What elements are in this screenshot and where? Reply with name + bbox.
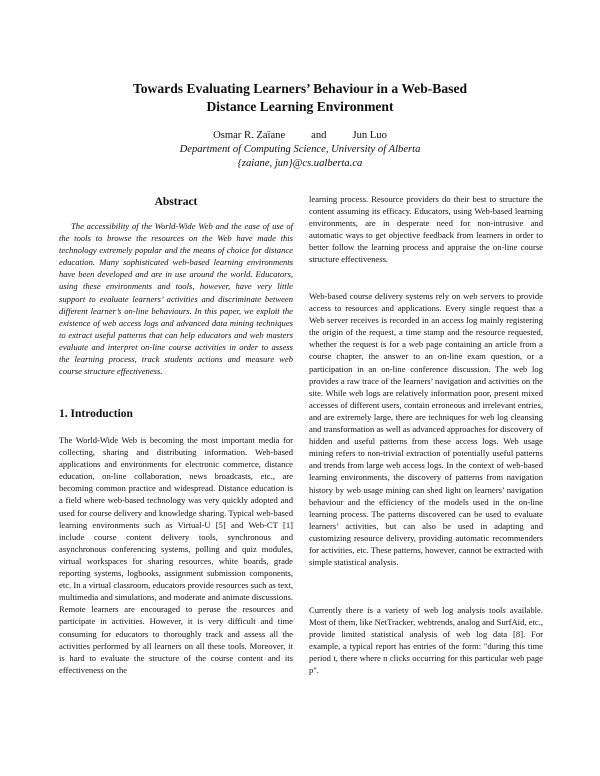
right-paragraph-2: Web-based course delivery systems rely on web servers to provide access to resources and applications. Every single request that a Web server receives is recorded in an access log mainly registering the origin of the request, a time stamp and the resource requested, whether the request is for a web page containing an article from a course chapter, the answer to an on-line exam question, or a participation in an on-line conference discussion. The web log provides a raw trace of the learners’ navigation and activities on the site. While web logs are relatively information poor, present mixed accesses of different users, contain erroneous and irrelevant entries, and are extremely large, there are techniques for web log cleansing and transformation as well as advanced approaches for discovery of hidden and useful patterns from these access logs. Web usage mining refers to non-trivial extraction of potentially useful patterns and trends from large web access logs. In the context of web-based learning environments, the discovery of patterns from navigation history by web usage mining can shed light on learners’ navigation behaviour and the efficiency of the models used in the on-line learning process. The patterns discovered can be used to evaluate learners’ activities, but can also be used in adapting and customizing resource delivery, providing automatic recommenders for activities, etc. These patterns, however, cannot be extracted with simple statistical analysis.: [309, 291, 543, 568]
abstract-text: The accessibility of the World-Wide Web and the ease of use of the tools to browse the resources on the Web have made this technology extremely popular and the means of choice for distance education. Many sophisticated web-based learning environments have been developed and are in use around the world. Educators, using these environments and tools, however, have very little support to evaluate learners’ activities and discriminate between different learner’s on-line behaviours. In this paper, we exploit the existence of web access logs and advanced data mining techniques to extract useful patterns that can help educators and web masters evaluate and interpret on-line course activities in order to assess the learning process, track students actions and measure web course structure effectiveness.: [59, 221, 293, 377]
section-heading-introduction: 1. Introduction: [59, 408, 133, 420]
right-paragraph-3: Currently there is a variety of web log analysis tools available. Most of them, like NetTracker, webtrends, analog and SurfAid, etc., provide limited statistical analysis of web log data [8]. For example, a typical report has entries of the form: "during this time period t, there where n clicks occurring for this particular web page p".: [309, 605, 543, 676]
affiliation: Department of Computing Science, University of Alberta: [179, 144, 421, 155]
title-line-1: Towards Evaluating Learners’ Behaviour in a Web-Based: [132, 81, 468, 96]
author-email: {zaiane, jun}@cs.ualberta.ca: [237, 158, 363, 169]
author-separator: and: [311, 130, 327, 141]
intro-paragraph: The World-Wide Web is becoming the most important media for collecting, sharing and distributing information. Web-based applications and environments for electronic commerce, distance education, on-line collaboration, news broadcasts, etc., are becoming common practice and widespread. Distance education is a field where web-based technology was very quickly adopted and used for course delivery and knowledge sharing. Typical web-based learning environments such as Virtual-U [5] and Web-CT [1] include course content delivery tools, synchronous and asynchronous conferencing systems, polling and quiz modules, virtual workspaces for sharing resources, white boards, grade reporting systems, logbooks, assignment submission components, etc. In a virtual classroom, educators provide resources such as text, multimedia and simulations, and moderate and animate discussions. Remote learners are encouraged to peruse the resources and participate in activities. However, it is very difficult and time consuming for educators to thoroughly track and assess all the activities performed by all learners on all these tools. Moreover, it is hard to evaluate the structure of the course content and its effectiveness on the: [59, 435, 293, 675]
author-name: Osmar R. Zaïane: [213, 130, 286, 141]
abstract-heading: Abstract: [154, 196, 198, 208]
right-paragraph-1: learning process. Resource providers do their best to structure the content assuming its efficacy. Educators, using Web-based learning environments, are in desperate need for non-intrusive and automatic ways to get objective feedback from learners in order to better follow the learning process and appraise the on-line course structure effectiveness.: [309, 194, 543, 265]
paper-title: [60, 80, 540, 116]
title-line-2: Distance Learning Environment: [206, 99, 394, 114]
author-list: [0, 129, 600, 143]
author-name: Jun Luo: [352, 130, 387, 141]
